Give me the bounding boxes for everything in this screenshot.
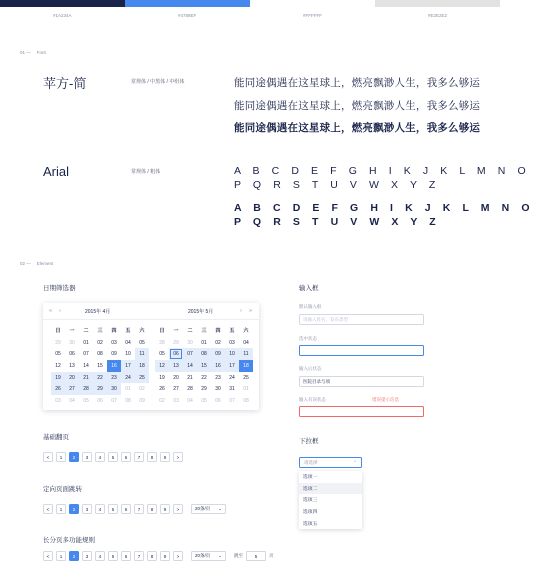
page-size-value: 20条/页 xyxy=(195,506,211,511)
dropdown-placeholder: 请选择 xyxy=(304,459,318,465)
page-size-value: 20条/页 xyxy=(195,553,211,558)
calendar-day[interactable]: 24 xyxy=(121,372,135,384)
focus-input-label: 选中状态 xyxy=(299,336,317,341)
calendar-day[interactable]: 10 xyxy=(225,348,239,360)
focus-input[interactable] xyxy=(299,345,424,356)
swatch-blue xyxy=(125,0,250,7)
prev-page-button[interactable]: < xyxy=(43,551,53,561)
calendar-day[interactable]: 29 xyxy=(93,383,107,395)
font-name-arial: Arial xyxy=(43,164,70,179)
page-button-3[interactable]: 3 xyxy=(82,504,92,514)
font-weights-arial: 常规体 / 粗体 xyxy=(131,169,161,175)
page-button-3[interactable]: 3 xyxy=(82,452,92,462)
calendar-day[interactable]: 27 xyxy=(65,383,79,395)
calendar-day[interactable]: 05 xyxy=(139,339,145,346)
calendar-day[interactable]: 26 xyxy=(159,386,165,393)
dropdown-option[interactable]: 选项五 xyxy=(303,521,318,527)
page-button-2[interactable]: 2 xyxy=(69,452,79,462)
calendar-day[interactable]: 15 xyxy=(97,362,103,369)
calendar-day[interactable]: 11 xyxy=(239,348,253,360)
font-sample-medium: 能同途偶遇在这星球上，燃亮飘渺人生，我多么够运 xyxy=(234,100,481,112)
dropdown-option[interactable]: 选项三 xyxy=(303,498,318,504)
calendar-day[interactable]: 11 xyxy=(135,348,149,360)
calendar-day[interactable]: 21 xyxy=(187,374,193,381)
error-input[interactable] xyxy=(299,406,424,417)
page-button-6[interactable]: 6 xyxy=(121,551,131,561)
error-input-label: 输入有误状态 xyxy=(299,397,326,402)
swatch-white xyxy=(250,0,375,7)
calendar-day[interactable]: 29 xyxy=(173,339,179,346)
calendar-day[interactable]: 23 xyxy=(215,374,221,381)
error-message: 错误提示信息 xyxy=(372,397,399,402)
section-font-title: Font xyxy=(36,50,46,55)
calendar-day[interactable]: 14 xyxy=(83,362,89,369)
next-page-button[interactable]: > xyxy=(173,504,183,514)
calendar-day[interactable]: 05 xyxy=(201,397,207,404)
page-button-9[interactable]: 9 xyxy=(160,551,170,561)
calendar-day[interactable]: 01 xyxy=(201,339,207,346)
page-button-6[interactable]: 6 xyxy=(121,452,131,462)
dropdown-option[interactable]: 选项一 xyxy=(303,475,318,481)
calendar-day[interactable]: 02 xyxy=(139,386,145,393)
left-calendar-grid xyxy=(51,325,149,407)
calendar-day[interactable]: 18 xyxy=(135,360,149,372)
filled-input-value: 医院目录与项 xyxy=(303,378,330,384)
calendar-day[interactable]: 07 xyxy=(229,397,235,404)
calendar-day[interactable]: 04 xyxy=(187,397,193,404)
calendar-day[interactable]: 01 xyxy=(125,386,131,393)
calendar-day[interactable]: 13 xyxy=(169,360,183,372)
right-calendar-grid xyxy=(155,325,253,407)
swatch-label-white: #FFFFFF xyxy=(303,13,322,18)
prev-page-button[interactable]: < xyxy=(43,504,53,514)
calendar-day[interactable]: 02 xyxy=(215,339,221,346)
input-section-title: 输入框 xyxy=(299,285,319,292)
calendar-day[interactable]: 08 xyxy=(97,351,103,358)
calendar-day[interactable]: 09 xyxy=(139,397,145,404)
jump-unit: 页 xyxy=(269,553,274,558)
section-element-label xyxy=(20,261,59,266)
page-button-2[interactable]: 2 xyxy=(69,504,79,514)
page-button-1[interactable]: 1 xyxy=(56,504,66,514)
section-element-num: 02 — xyxy=(20,261,31,266)
calendar-day[interactable]: 08 xyxy=(197,348,211,360)
dropdown-option[interactable]: 选项二 xyxy=(299,483,362,495)
calendar-day[interactable]: 04 xyxy=(243,339,249,346)
page-button-3[interactable]: 3 xyxy=(82,551,92,561)
calendar-day[interactable]: 28 xyxy=(187,386,193,393)
next-page-button[interactable]: > xyxy=(173,551,183,561)
weekday-header: 五 xyxy=(229,328,235,335)
page-button-5[interactable]: 5 xyxy=(108,452,118,462)
page-button-1[interactable]: 1 xyxy=(56,452,66,462)
next-month-icon[interactable]: › xyxy=(240,308,242,314)
jump-label: 跳至 xyxy=(234,553,243,558)
calendar-day[interactable]: 03 xyxy=(173,397,179,404)
calendar-day[interactable]: 05 xyxy=(83,397,89,404)
dropdown-select[interactable] xyxy=(299,457,362,468)
calendar-day[interactable]: 25 xyxy=(243,374,249,381)
weekday-header: 四 xyxy=(215,328,221,335)
weekday-header: 六 xyxy=(243,328,249,335)
calendar-day[interactable]: 21 xyxy=(79,372,93,384)
calendar-day[interactable]: 22 xyxy=(93,372,107,384)
basic-pagination-title: 基础翻页 xyxy=(43,434,69,441)
page-button-7[interactable]: 7 xyxy=(134,452,144,462)
chevron-up-icon: ⌃ xyxy=(353,459,357,465)
calendar-day[interactable]: 20 xyxy=(65,372,79,384)
jump-pagination xyxy=(43,504,226,514)
calendar-day[interactable]: 05 xyxy=(159,351,165,358)
calendar-day[interactable]: 25 xyxy=(135,372,149,384)
font-weights-pingfang: 常规体 / 中黑体 / 中组体 xyxy=(131,79,185,85)
page-button-9[interactable]: 9 xyxy=(160,504,170,514)
calendar-day[interactable]: 22 xyxy=(201,374,207,381)
page-button-9[interactable]: 9 xyxy=(160,452,170,462)
arial-regular-line1: A B C D E F G H I K J K L M N O xyxy=(234,165,531,177)
calendar-day[interactable]: 27 xyxy=(173,386,179,393)
calendar-day[interactable]: 02 xyxy=(159,397,165,404)
calendar-day[interactable]: 04 xyxy=(125,339,131,346)
page-button-5[interactable]: 5 xyxy=(108,504,118,514)
calendar-day[interactable]: 29 xyxy=(201,386,207,393)
calendar-day[interactable]: 30 xyxy=(69,339,75,346)
calendar-day[interactable]: 12 xyxy=(55,362,61,369)
page-button-8[interactable]: 8 xyxy=(147,551,157,561)
font-name-pingfang: 苹方-简 xyxy=(43,76,87,91)
calendar-day[interactable]: 10 xyxy=(125,351,131,358)
datepicker-title: 日期筛选器 xyxy=(43,285,76,292)
weekday-header: 二 xyxy=(187,328,193,335)
calendar-day[interactable]: 06 xyxy=(169,348,183,360)
calendar-day[interactable]: 28 xyxy=(159,339,165,346)
swatch-label-gray: #E2E2E2 xyxy=(428,13,448,18)
dropdown-title: 下拉框 xyxy=(299,438,319,445)
calendar-day[interactable]: 04 xyxy=(69,397,75,404)
right-month-title: 2015年 5月 xyxy=(188,308,214,315)
calendar-day[interactable]: 09 xyxy=(111,351,117,358)
calendar-day[interactable]: 03 xyxy=(229,339,235,346)
font-sample-bold: 能同途偶遇在这星球上，燃亮飘渺人生，我多么够运 xyxy=(234,122,481,134)
weekday-header: 六 xyxy=(139,328,145,335)
swatch-label-navy: #1A234A xyxy=(53,13,72,18)
weekday-header: 二 xyxy=(83,328,89,335)
calendar-day[interactable]: 08 xyxy=(125,397,131,404)
default-input-placeholder: 请输入姓名、发布类型 xyxy=(303,316,348,322)
calendar-day[interactable]: 06 xyxy=(97,397,103,404)
calendar-day[interactable]: 19 xyxy=(159,374,165,381)
section-element-title: Element xyxy=(36,261,54,266)
calendar-day[interactable]: 05 xyxy=(55,351,61,358)
jump-page-input[interactable]: 5 xyxy=(246,551,266,561)
swatch-navy xyxy=(0,0,125,7)
chevron-down-icon: ⌄ xyxy=(218,506,222,511)
weekday-header: 一 xyxy=(173,328,179,335)
basic-pagination xyxy=(43,452,183,462)
prev-year-icon[interactable]: « xyxy=(49,308,53,314)
calendar-day[interactable]: 30 xyxy=(187,339,193,346)
swatch-label-blue: #4788EF xyxy=(178,13,197,18)
page-button-7[interactable]: 7 xyxy=(134,504,144,514)
calendar-day[interactable]: 03 xyxy=(55,397,61,404)
long-pagination-title: 长分页多功能规则 xyxy=(43,537,95,544)
default-input-label: 默认输入框 xyxy=(299,304,322,309)
calendar-day[interactable]: 16 xyxy=(107,360,121,372)
calendar-day[interactable]: 07 xyxy=(83,351,89,358)
swatch-gray xyxy=(375,0,500,7)
page-button-8[interactable]: 8 xyxy=(147,504,157,514)
date-range-picker xyxy=(43,303,259,410)
weekday-header: 三 xyxy=(201,328,207,335)
arial-bold-line1: A B C D E F G H I K J K L M N O xyxy=(234,202,534,214)
calendar-day[interactable]: 07 xyxy=(183,348,197,360)
default-input[interactable] xyxy=(299,314,424,325)
calendar-day[interactable]: 24 xyxy=(229,374,235,381)
calendar-day[interactable]: 14 xyxy=(183,360,197,372)
section-font-num: 01 — xyxy=(20,50,31,55)
calendar-day[interactable]: 26 xyxy=(51,383,65,395)
page-button-8[interactable]: 8 xyxy=(147,452,157,462)
page-button-5[interactable]: 5 xyxy=(108,551,118,561)
next-year-icon[interactable]: » xyxy=(249,308,253,314)
weekday-header: 日 xyxy=(55,328,61,335)
calendar-day[interactable]: 28 xyxy=(79,383,93,395)
page-button-7[interactable]: 7 xyxy=(134,551,144,561)
page-button-4[interactable]: 4 xyxy=(95,551,105,561)
font-sample-regular: 能同途偶遇在这星球上，燃亮飘渺人生，我多么够运 xyxy=(234,77,481,89)
left-month-title: 2015年 4月 xyxy=(85,308,111,315)
page-button-2[interactable]: 2 xyxy=(69,551,79,561)
page-button-4[interactable]: 4 xyxy=(95,504,105,514)
dropdown-option[interactable]: 选项四 xyxy=(303,510,318,516)
calendar-day[interactable]: 01 xyxy=(83,339,89,346)
page-size-select[interactable] xyxy=(191,504,226,514)
calendar-day[interactable]: 20 xyxy=(173,374,179,381)
weekday-header: 四 xyxy=(111,328,117,335)
picker-divider xyxy=(43,319,259,320)
long-pagination xyxy=(43,551,274,561)
calendar-day[interactable]: 06 xyxy=(215,397,221,404)
calendar-day[interactable]: 15 xyxy=(197,360,211,372)
prev-month-icon[interactable]: ‹ xyxy=(59,308,61,314)
filled-input[interactable] xyxy=(299,376,424,387)
calendar-day[interactable]: 12 xyxy=(155,360,169,372)
calendar-day[interactable]: 29 xyxy=(55,339,61,346)
jump-pagination-title: 定向页面跳转 xyxy=(43,486,82,493)
weekday-header: 五 xyxy=(125,328,131,335)
page-button-6[interactable]: 6 xyxy=(121,504,131,514)
calendar-day[interactable]: 30 xyxy=(215,386,221,393)
calendar-day[interactable]: 13 xyxy=(69,362,75,369)
page-button-1[interactable]: 1 xyxy=(56,551,66,561)
calendar-day[interactable]: 07 xyxy=(111,397,117,404)
weekday-header: 日 xyxy=(159,328,165,335)
weekday-header: 三 xyxy=(97,328,103,335)
calendar-day[interactable]: 06 xyxy=(69,351,75,358)
chevron-down-icon: ⌄ xyxy=(218,553,222,558)
calendar-day[interactable]: 31 xyxy=(229,386,235,393)
arial-bold-line2: P Q R S T U V W X Y Z xyxy=(234,216,441,228)
prev-page-button[interactable]: < xyxy=(43,452,53,462)
dropdown-menu xyxy=(299,471,362,529)
section-font-label xyxy=(20,50,52,55)
calendar-day[interactable]: 23 xyxy=(107,372,121,384)
calendar-day[interactable]: 18 xyxy=(239,360,253,372)
next-page-button[interactable]: > xyxy=(173,452,183,462)
calendar-day[interactable]: 17 xyxy=(121,360,135,372)
calendar-day[interactable]: 03 xyxy=(111,339,117,346)
arial-regular-line2: P Q R S T U V W X Y Z xyxy=(234,179,440,191)
page-button-4[interactable]: 4 xyxy=(95,452,105,462)
page-size-select[interactable] xyxy=(191,551,226,561)
calendar-day[interactable]: 17 xyxy=(225,360,239,372)
filled-input-label: 输入后状态 xyxy=(299,366,322,371)
calendar-day[interactable]: 30 xyxy=(107,383,121,395)
calendar-day[interactable]: 01 xyxy=(243,386,249,393)
weekday-header: 一 xyxy=(69,328,75,335)
calendar-day[interactable]: 09 xyxy=(211,348,225,360)
calendar-day[interactable]: 16 xyxy=(211,360,225,372)
calendar-day[interactable]: 02 xyxy=(97,339,103,346)
calendar-day[interactable]: 19 xyxy=(51,372,65,384)
calendar-day[interactable]: 08 xyxy=(243,397,249,404)
